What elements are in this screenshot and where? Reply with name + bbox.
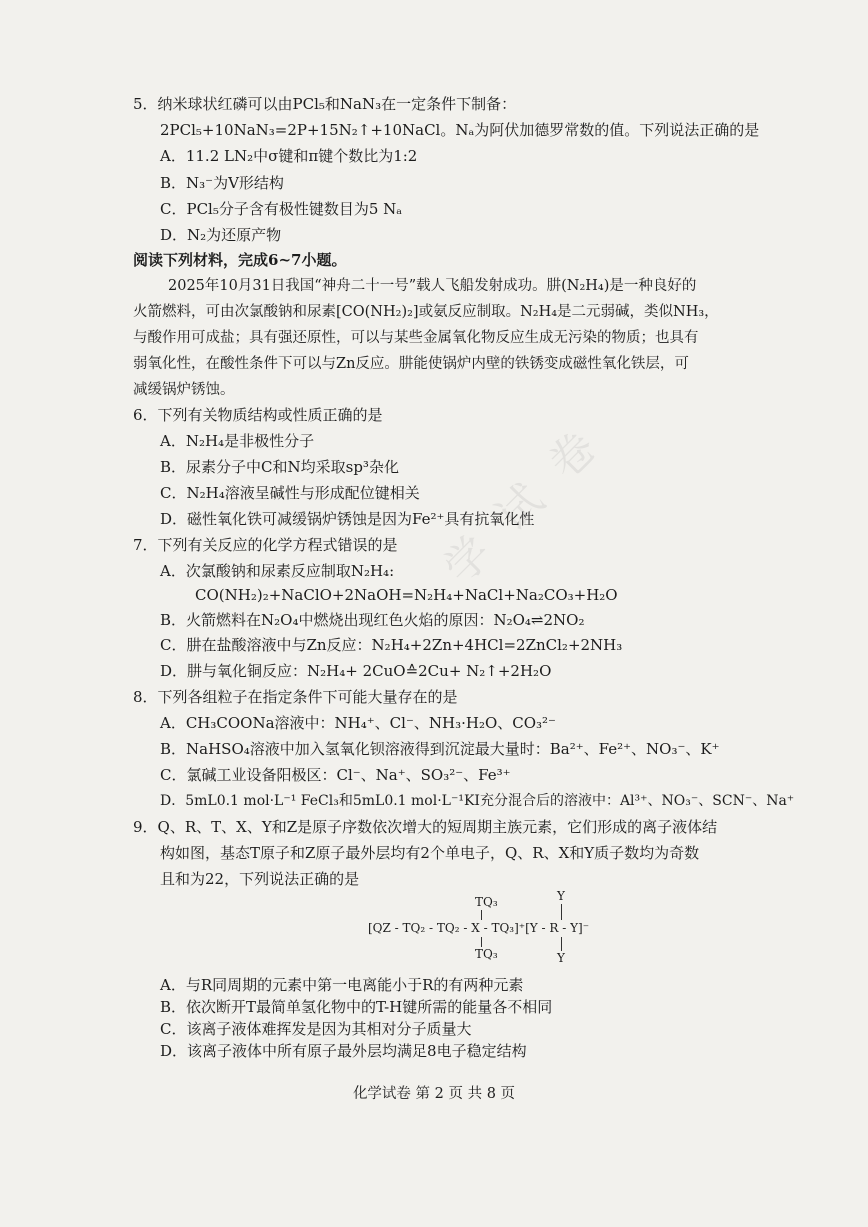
bond-line [561,904,562,920]
q5-option-b: B．N₃⁻为V形结构 [160,174,284,192]
reading-line: 2025年10月31日我国“神舟二十一号”载人飞船发射成功。肼(N₂H₄)是一种良好的 [168,278,697,294]
page-footer: 化学试卷 第 2 页 共 8 页 [352,1086,516,1102]
q8-option-a: A．CH₃COONa溶液中：NH₄⁺、Cl⁻、NH₃·H₂O、CO₃²⁻ [160,714,556,732]
q7-option-a: A．次氯酸钠和尿素反应制取N₂H₄: [160,562,395,580]
q7-option-a-equation: CO(NH₂)₂+NaClO+2NaOH=N₂H₄+NaCl+Na₂CO₃+H₂O [195,586,618,604]
q8-stem: 8．下列各组粒子在指定条件下可能大量存在的是 [133,688,458,706]
reading-line: 火箭燃料，可由次氯酸钠和尿素[CO(NH₂)₂]或氨反应制取。N₂H₄是二元弱碱，类似NH₃， [133,304,719,320]
q9-option-c: C．该离子液体难挥发是因为其相对分子质量大 [160,1020,472,1038]
bond-line [481,910,482,920]
q6-option-d: D．磁性氧化铁可减缓锅炉锈蚀是因为Fe²⁺具有抗氧化性 [160,510,535,528]
ionic-liquid-structure [368,889,628,965]
watermark: 学 试 卷 [434,416,612,594]
reading-line: 弱氧化性，在酸性条件下可以与Zn反应。肼能使锅炉内壁的铁锈变成磁性氧化铁层，可 [133,356,689,372]
q5-option-c: C．PCl₅分子含有极性键数目为5 Nₐ [160,200,403,218]
q6-option-b: B．尿素分子中C和N均采取sp³杂化 [160,458,399,476]
structure-bottom-y: Y [557,951,565,965]
q9-stem-line: 9．Q、R、T、X、Y和Z是原子序数依次增大的短周期主族元素，它们形成的离子液体结 [133,818,718,836]
structure-bottom-tq3: TQ₃ [475,947,498,961]
q5-option-a: A．11.2 LN₂中σ键和π键个数比为1:2 [160,147,418,165]
q9-stem-line: 且和为22，下列说法正确的是 [160,870,360,888]
bond-line [481,937,482,947]
q6-stem: 6．下列有关物质结构或性质正确的是 [133,406,383,424]
q7-stem: 7．下列有关反应的化学方程式错误的是 [133,536,398,554]
bond-line [561,937,562,951]
q8-option-d: D．5mL0.1 mol·L⁻¹ FeCl₃和5mL0.1 mol·L⁻¹KI充分混合后的溶液中：Al³⁺、NO₃⁻、SCN⁻、Na⁺ [160,793,795,809]
q7-option-b: B．火箭燃料在N₂O₄中燃烧出现红色火焰的原因：N₂O₄⇌2NO₂ [160,611,585,629]
structure-top-y: Y [557,889,565,903]
q7-option-c: C．肼在盐酸溶液中与Zn反应：N₂H₄+2Zn+4HCl=2ZnCl₂+2NH₃ [160,636,623,654]
reading-heading: 阅读下列材料，完成6~7小题。 [133,251,347,269]
structure-top-tq3: TQ₃ [475,895,498,909]
q7-option-d: D．肼与氧化铜反应：N₂H₄+ 2CuO≙2Cu+ N₂↑+2H₂O [160,662,552,680]
q6-option-c: C．N₂H₄溶液呈碱性与形成配位键相关 [160,484,420,502]
q8-option-b: B．NaHSO₄溶液中加入氢氧化钡溶液得到沉淀最大量时：Ba²⁺、Fe²⁺、NO₃⁻、K⁺ [160,740,720,758]
q5-option-d: D．N₂为还原产物 [160,226,282,244]
q5-stem: 5．纳米球状红磷可以由PCl₅和NaN₃在一定条件下制备： [133,95,517,113]
q9-option-a: A．与R同周期的元素中第一电离能小于R的有两种元素 [160,976,524,994]
structure-main-formula: [QZ - TQ₂ - TQ₂ - X - TQ₃]⁺[Y - R - Y]⁻ [368,921,590,935]
q6-option-a: A．N₂H₄是非极性分子 [160,432,315,450]
reading-line: 与酸作用可成盐；具有强还原性，可以与某些金属氧化物反应生成无污染的物质；也具有 [133,330,699,346]
q9-option-b: B．依次断开T最简单氢化物中的T-H键所需的能量各不相同 [160,998,553,1016]
q9-option-d: D．该离子液体中所有原子最外层均满足8电子稳定结构 [160,1042,527,1060]
reading-line: 减缓锅炉锈蚀。 [133,382,235,398]
q8-option-c: C．氯碱工业设备阳极区：Cl⁻、Na⁺、SO₃²⁻、Fe³⁺ [160,766,511,784]
q5-equation: 2PCl₅+10NaN₃=2P+15N₂↑+10NaCl。Nₐ为阿伏加德罗常数的值。下列说法正确的是 [160,121,760,139]
q9-stem-line: 构如图，基态T原子和Z原子最外层均有2个单电子，Q、R、X和Y质子数均为奇数 [160,844,700,862]
